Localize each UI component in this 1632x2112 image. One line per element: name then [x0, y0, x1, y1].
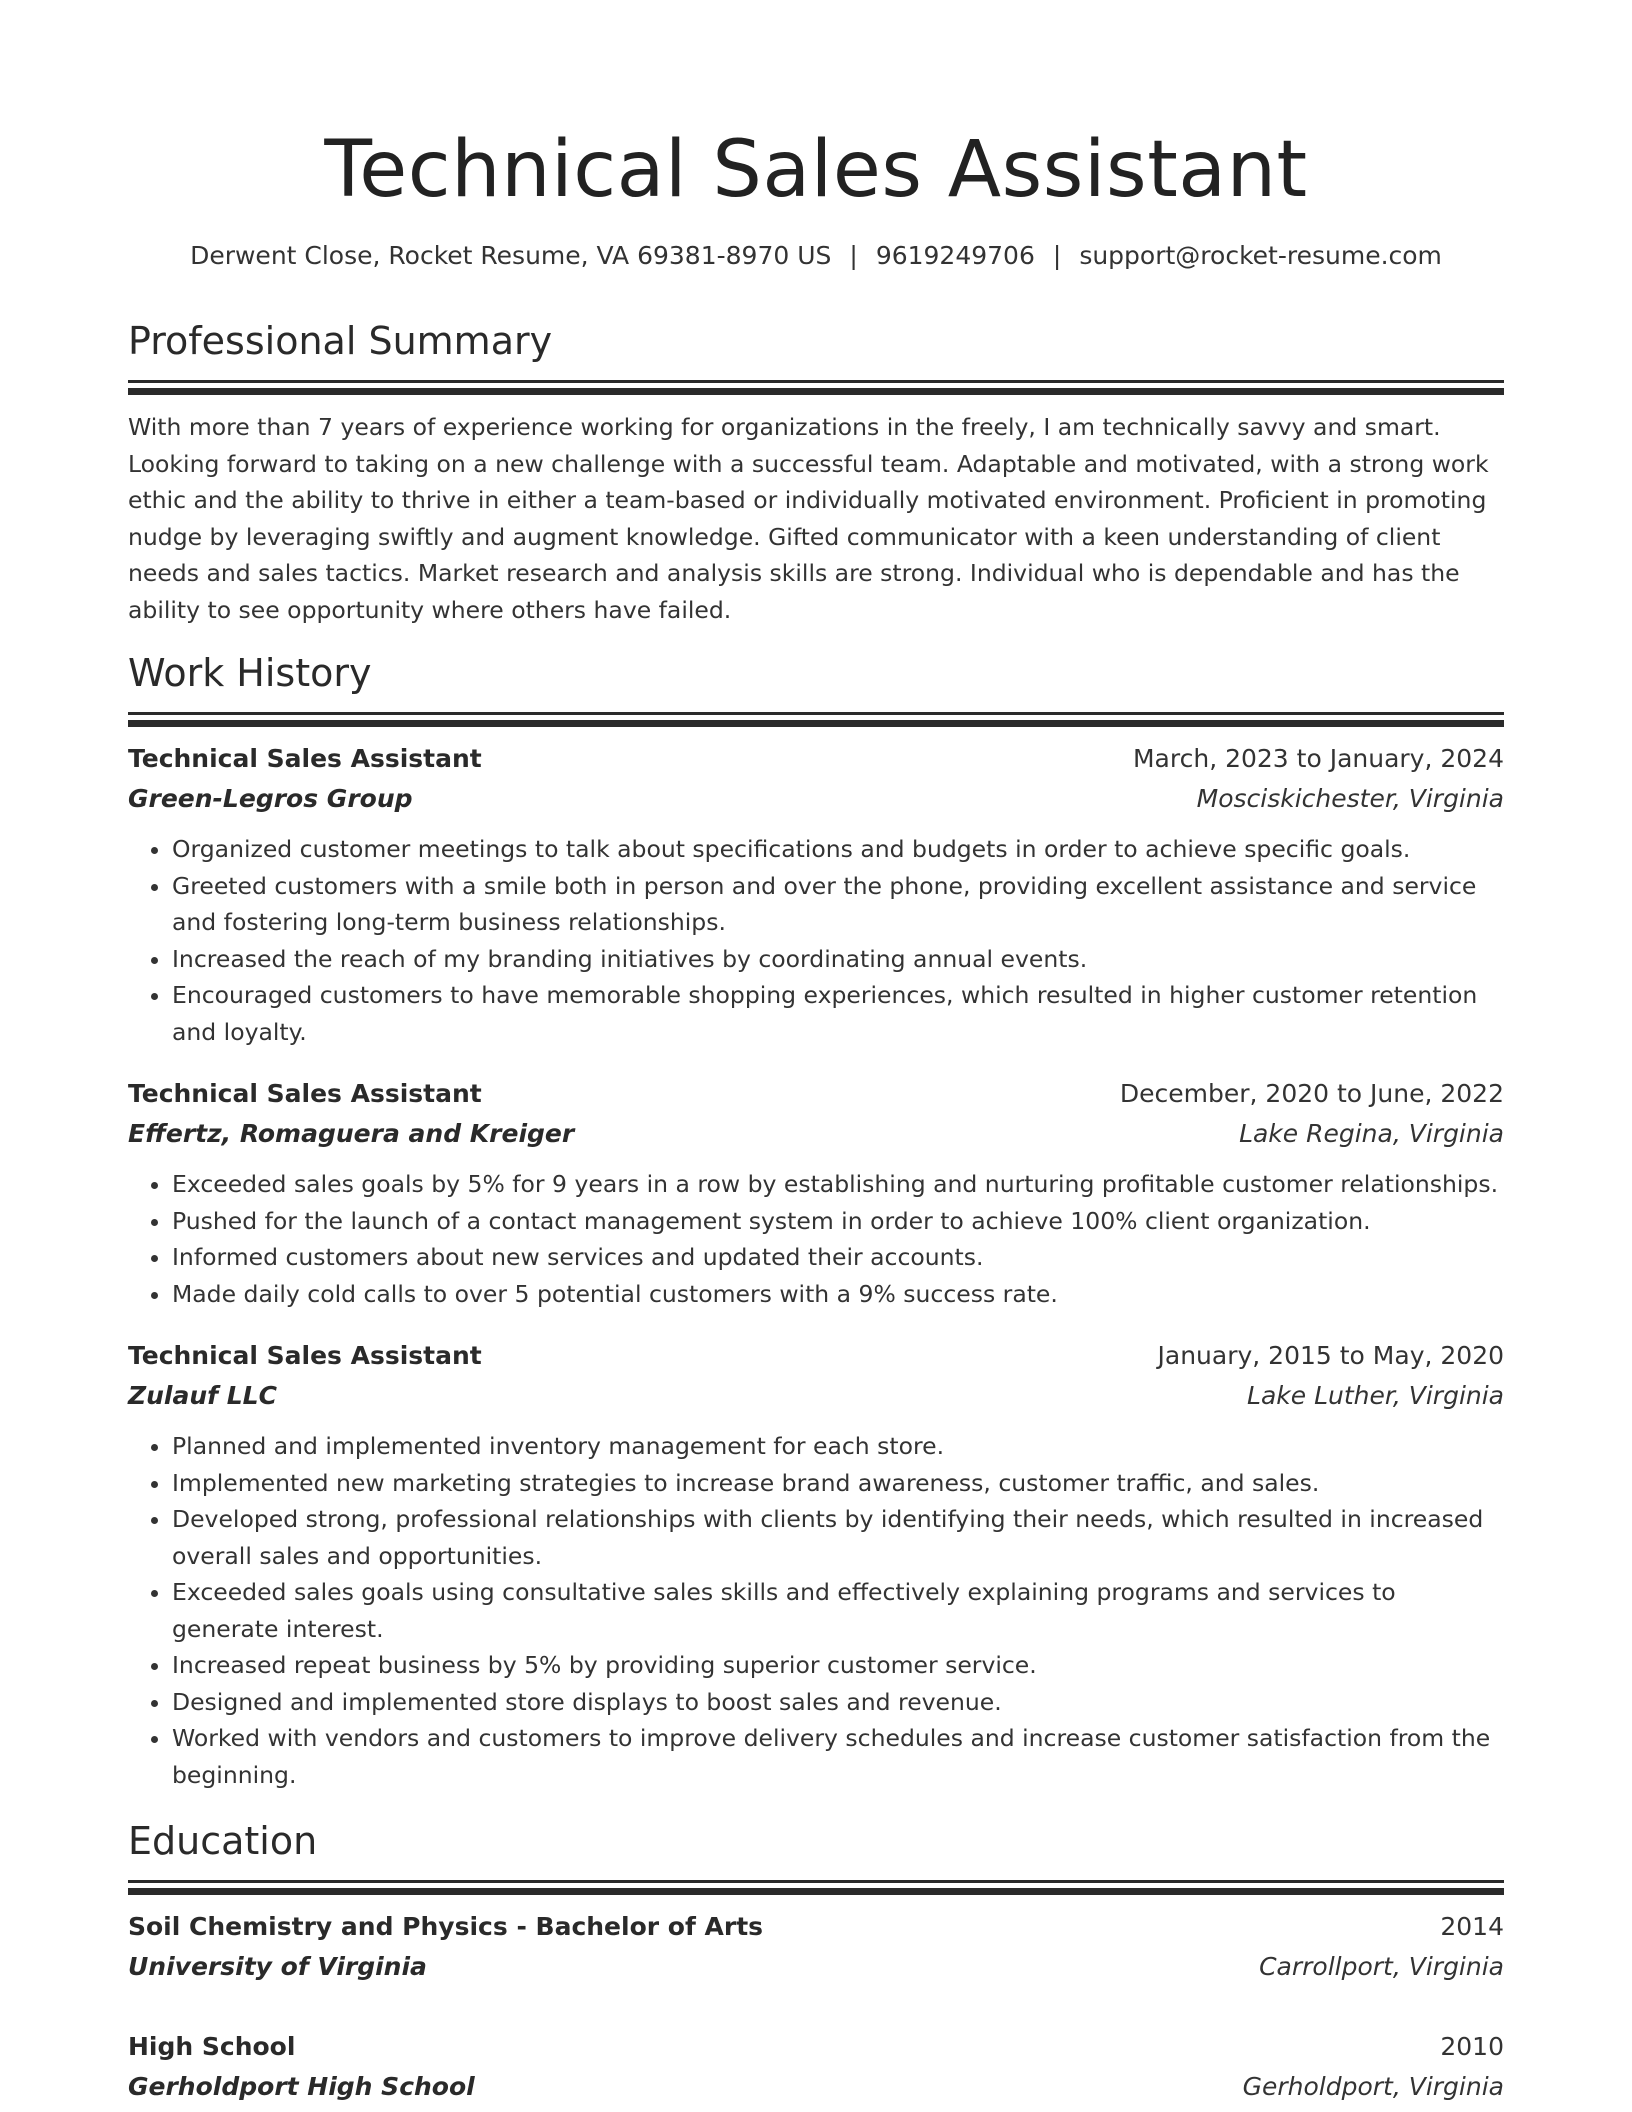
education-location: Carrollport, Virginia	[1259, 1952, 1504, 1981]
section-divider	[128, 380, 1504, 383]
education-year: 2010	[1440, 2032, 1504, 2061]
education-school-row	[128, 1947, 1504, 1987]
education-entry	[128, 2027, 1504, 2107]
education-header-row	[128, 1907, 1504, 1947]
job-bullets	[128, 831, 1504, 1050]
job-header-row	[128, 1336, 1504, 1376]
contact-address: Derwent Close, Rocket Resume, VA 69381-8970 US	[190, 241, 832, 270]
job-dates: January, 2015 to May, 2020	[1157, 1341, 1504, 1370]
section-divider	[128, 1880, 1504, 1883]
job-bullet: • Informed customers about new services and updated their accounts.	[172, 1239, 1504, 1276]
contact-separator: |	[849, 241, 858, 270]
section-title-summary: Professional Summary	[128, 319, 553, 363]
job-title: Technical Sales Assistant	[128, 1079, 482, 1108]
job-company: Effertz, Romaguera and Kreiger	[128, 1119, 575, 1148]
job-bullet: • Exceeded sales goals by 5% for 9 years in a row by establishing and nurturing profitable customer relationships.	[172, 1166, 1504, 1203]
job-bullets	[128, 1428, 1504, 1793]
education-degree: High School	[128, 2032, 296, 2061]
education-year: 2014	[1440, 1912, 1504, 1941]
work-history-section	[128, 648, 1504, 1793]
job-bullets	[128, 1166, 1504, 1312]
job-company-row	[128, 1114, 1504, 1154]
summary-text: With more than 7 years of experience working for organizations in the freely, I am technically savvy and smart. Looking forward to taking on a new challenge with a successful team. Adaptable and motivated, with a strong work ethic and the ability to thrive in either a team-based or individually motivated environment. Proficient in promoting nudge by leveraging swiftly and augment knowledge. Gifted communicator with a keen understanding of client needs and sales tactics. Market research and analysis skills are strong. Individual who is dependable and has the ability to see opportunity where others have failed.	[128, 413, 1489, 624]
education-entry	[128, 1907, 1504, 1987]
job-bullet: • Designed and implemented store displays to boost sales and revenue.	[172, 1684, 1504, 1721]
job-header-row	[128, 739, 1504, 779]
section-divider-thick	[128, 388, 1504, 395]
job-title: Technical Sales Assistant	[128, 1341, 482, 1370]
job-bullet: • Made daily cold calls to over 5 potential customers with a 9% success rate.	[172, 1276, 1504, 1313]
job-title: Technical Sales Assistant	[128, 744, 482, 773]
summary-section	[128, 316, 1504, 628]
section-title-education: Education	[128, 1819, 318, 1863]
contact-email: support@rocket-resume.com	[1079, 241, 1442, 270]
job-dates: December, 2020 to June, 2022	[1119, 1079, 1504, 1108]
contact-line	[128, 238, 1504, 274]
section-divider-thick	[128, 720, 1504, 727]
section-divider-thick	[128, 1888, 1504, 1895]
job-company: Green-Legros Group	[128, 784, 413, 813]
job-bullet: • Greeted customers with a smile both in person and over the phone, providing excellent assistance and service and fostering long-term business relationships.	[172, 868, 1504, 941]
job-bullet: • Encouraged customers to have memorable shopping experiences, which resulted in higher customer retention and loyalty.	[172, 977, 1504, 1050]
job-location: Lake Luther, Virginia	[1247, 1381, 1504, 1410]
job-bullet: • Developed strong, professional relationships with clients by identifying their needs, which resulted in increased overall sales and opportunities.	[172, 1501, 1504, 1574]
job-company-row	[128, 779, 1504, 819]
job-company-row	[128, 1376, 1504, 1416]
job-bullet: • Planned and implemented inventory management for each store.	[172, 1428, 1504, 1465]
section-title-work: Work History	[128, 651, 372, 695]
job-bullet: • Increased repeat business by 5% by providing superior customer service.	[172, 1647, 1504, 1684]
job-entry	[128, 1336, 1504, 1793]
job-company: Zulauf LLC	[128, 1381, 277, 1410]
resume-name: Technical Sales Assistant	[324, 125, 1308, 215]
job-location: Lake Regina, Virginia	[1239, 1119, 1504, 1148]
job-bullet: • Pushed for the launch of a contact management system in order to achieve 100% client organization.	[172, 1203, 1504, 1240]
education-school: Gerholdport High School	[128, 2072, 475, 2101]
job-entry	[128, 739, 1504, 1050]
job-bullet: • Organized customer meetings to talk about specifications and budgets in order to achieve specific goals.	[172, 831, 1504, 868]
education-header-row	[128, 2027, 1504, 2067]
job-bullet: • Increased the reach of my branding initiatives by coordinating annual events.	[172, 941, 1504, 978]
job-bullet: • Exceeded sales goals using consultative sales skills and effectively explaining programs and services to generate interest.	[172, 1574, 1504, 1647]
section-divider	[128, 712, 1504, 715]
job-header-row	[128, 1074, 1504, 1114]
education-school: University of Virginia	[128, 1952, 427, 1981]
job-bullet: • Implemented new marketing strategies to increase brand awareness, customer traffic, and sales.	[172, 1465, 1504, 1502]
job-entry	[128, 1074, 1504, 1312]
job-bullet: • Worked with vendors and customers to improve delivery schedules and increase customer satisfaction from the beginning.	[172, 1720, 1504, 1793]
job-dates: March, 2023 to January, 2024	[1132, 744, 1504, 773]
education-degree: Soil Chemistry and Physics - Bachelor of Arts	[128, 1912, 764, 1941]
education-location: Gerholdport, Virginia	[1242, 2072, 1504, 2101]
education-section	[128, 1816, 1504, 2107]
job-location: Mosciskichester, Virginia	[1196, 784, 1504, 813]
contact-phone: 9619249706	[875, 241, 1035, 270]
contact-separator: |	[1052, 241, 1062, 270]
education-school-row	[128, 2067, 1504, 2107]
